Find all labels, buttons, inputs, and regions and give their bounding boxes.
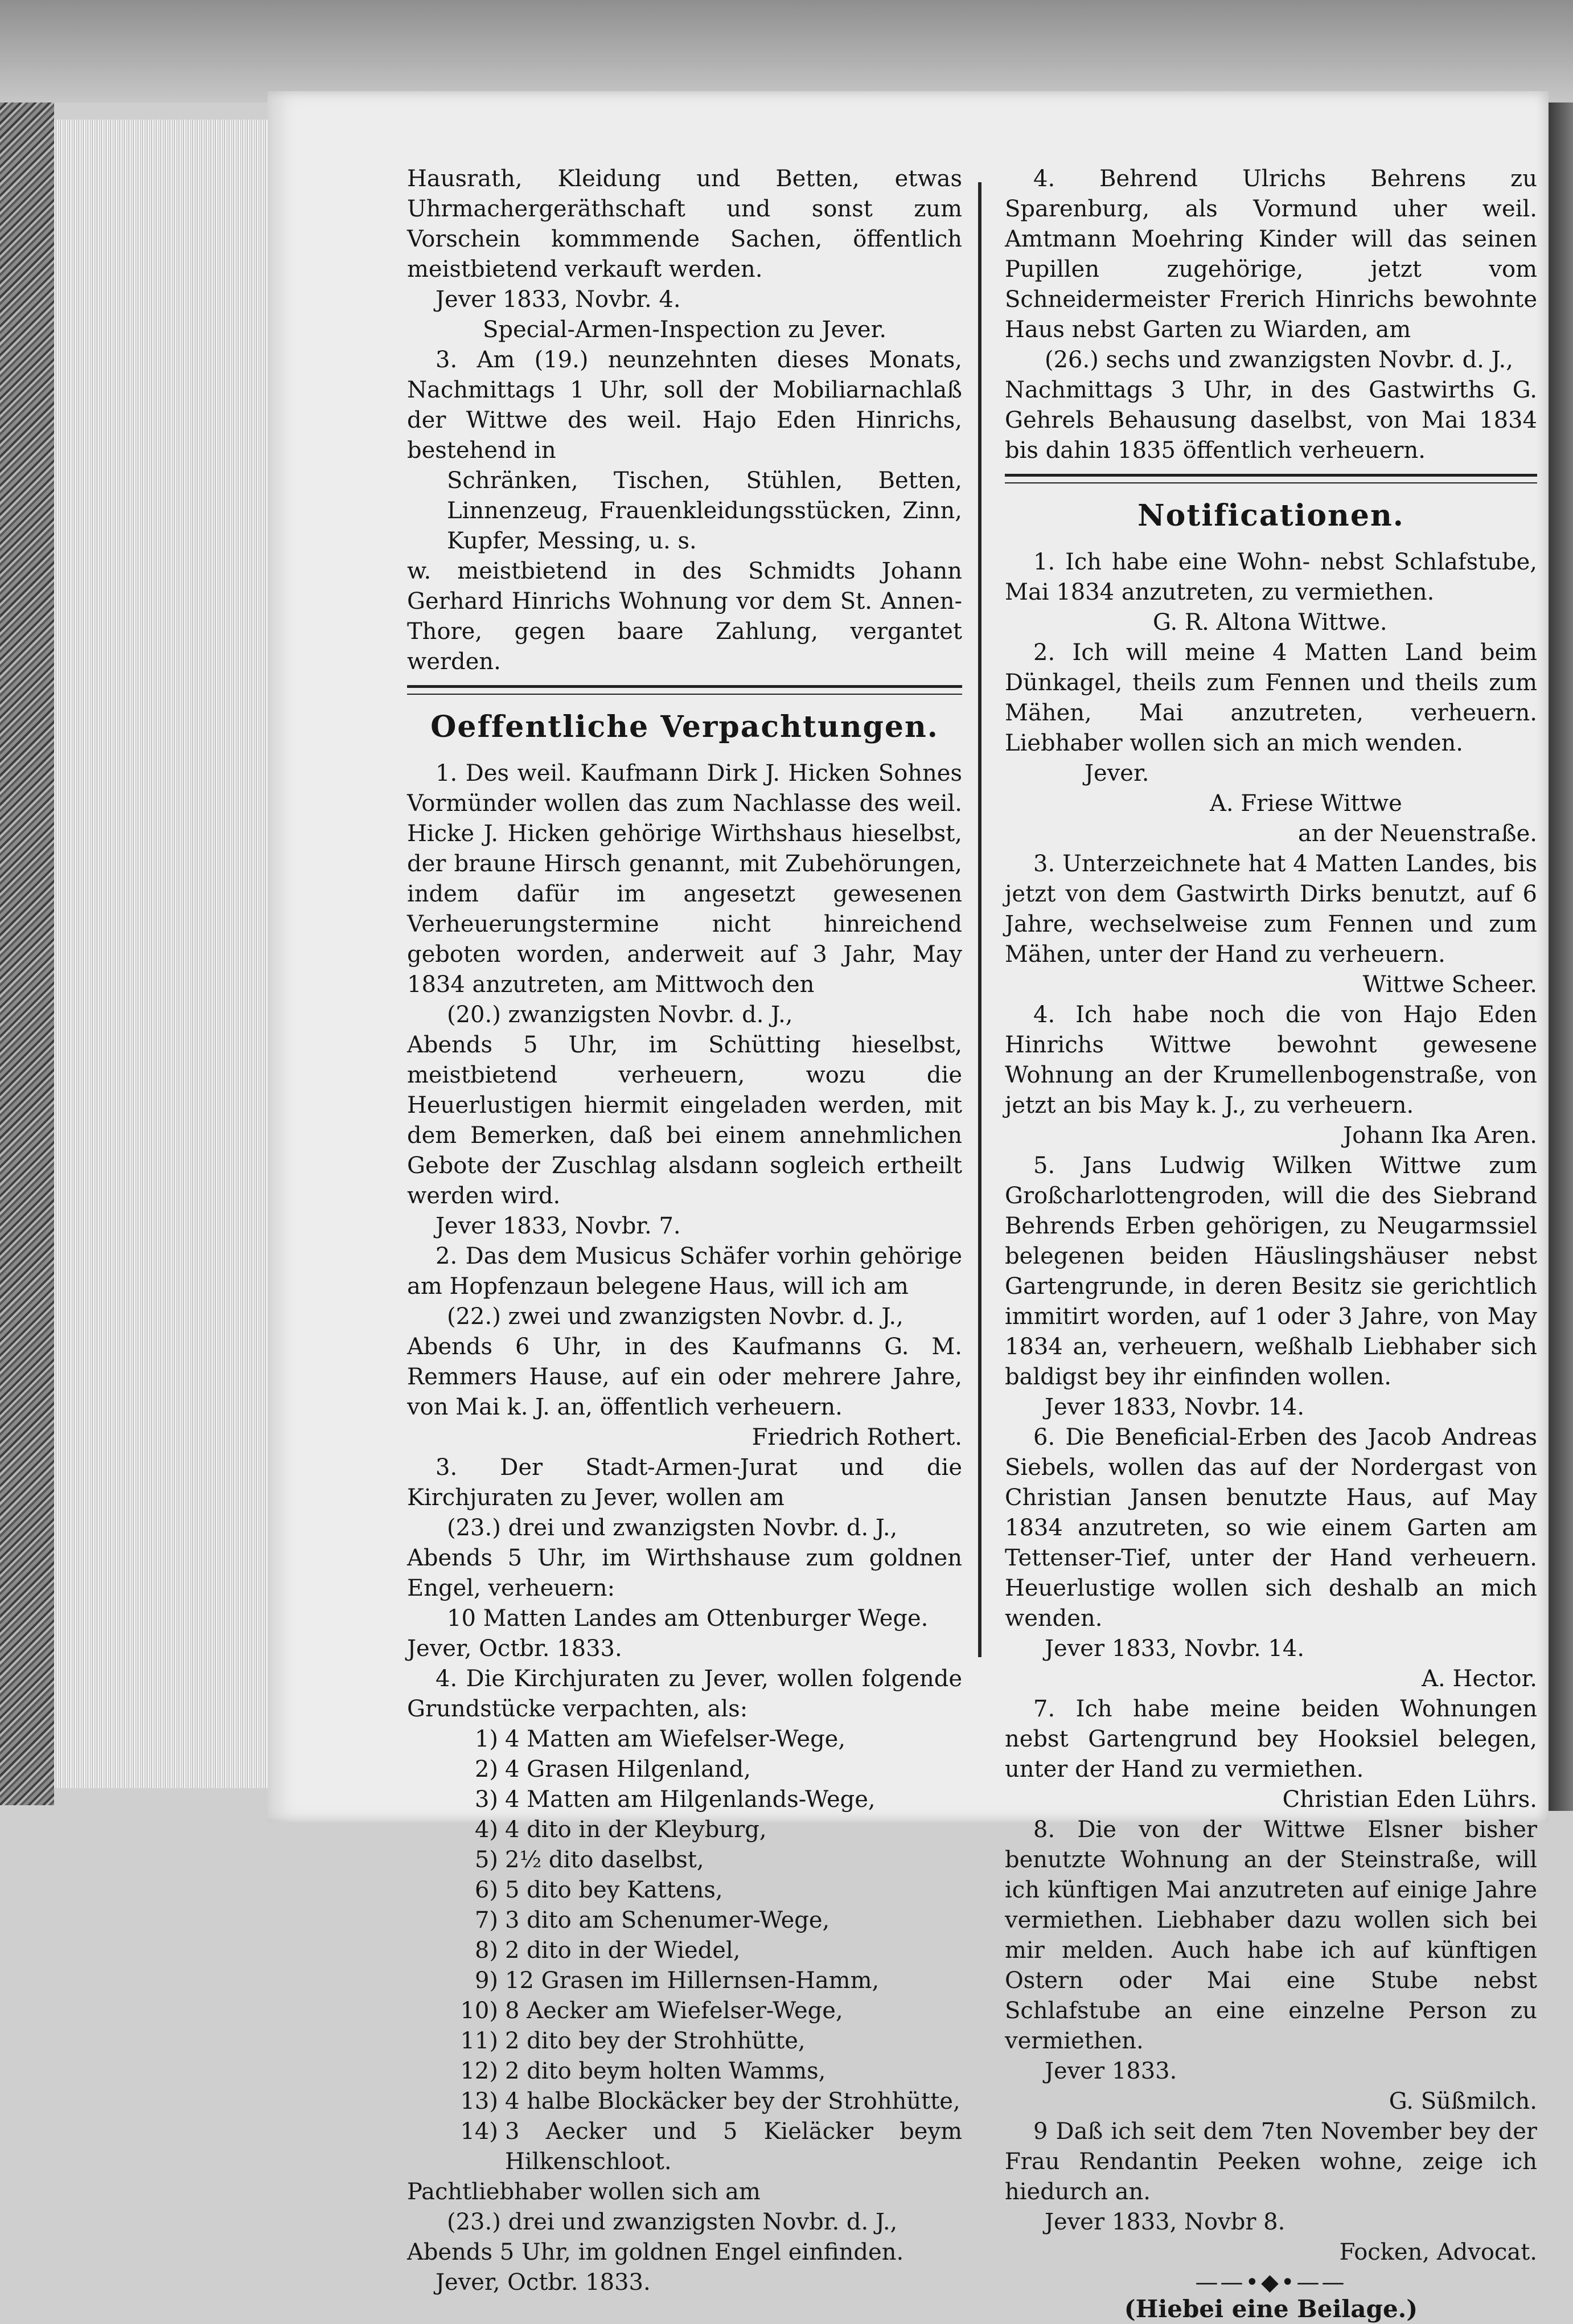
notice-2: 2. Ich will meine 4 Matten Land beim Dünkagel, theils zum Fennen und theils zum Mähen, Mai anzutreten, verheuern. Liebhaber wollen sich an mich wenden. (1005, 640, 1537, 756)
page-stack-edge (54, 120, 279, 1788)
lease-1-place: Jever 1833, Novbr. 7. (436, 1213, 681, 1239)
list-item: 13) 4 halbe Blockäcker bey der Strohhütte, (460, 2088, 960, 2114)
notice-5: 5. Jans Ludwig Wilken Wittwe zum Großcharlottengroden, will die des Siebrand Behrends Erben gehörigen, zu Neugarmssiel belegenen beiden Häuslingshäuser nebst Gartengrunde, in deren Besitz sie gerichtlich immitirt worden, auf 1 oder 3 Jahre, von May 1834 an, verheuern, weßhalb Liebhaber sich baldigst bey ihr einfinden wollen. (1005, 1153, 1537, 1390)
lease-3-place: Jever, Octbr. 1833. (407, 1636, 622, 1662)
lease-1-cont: Abends 5 Uhr, im Schütting hieselbst, meistbietend verheuern, wozu die Heuerlustigen hiermit eingeladen werden, mit dem Bemerken, daß bei einem annehmlichen Gebote der Zuschlag alsdann sogleich ertheilt werden wird. (407, 1032, 962, 1209)
notice-8-signature: G. Süßmilch. (1389, 2088, 1537, 2114)
ornament-divider: ——•◆•—— (1195, 2269, 1347, 2296)
lease-3: 3. Der Stadt-Armen-Jurat und die Kirchjuraten zu Jever, wollen am (407, 1454, 962, 1511)
lease-4-list (407, 1724, 962, 2177)
notice-1-signature: G. R. Altona Wittwe. (1153, 609, 1387, 636)
left-column (407, 164, 962, 2298)
lease-4-cont: Pachtliebhaber wollen sich am (407, 2179, 761, 2205)
notice-6-place: Jever 1833, Novbr. 14. (1045, 1636, 1305, 1662)
lease-2-cont: Abends 6 Uhr, in des Kaufmanns G. M. Remmers Hause, auf ein oder mehrere Jahre, von Mai k. J. an, öffentlich verheuern. (407, 1334, 962, 1420)
list-item: 6) 5 dito bey Kattens, (474, 1877, 723, 1903)
notice-9-signature: Focken, Advocat. (1339, 2239, 1537, 2265)
notice-8: 8. Die von der Wittwe Elsner bisher benutzte Wohnung an der Steinstraße, will ich künftigen Mai anzutreten auf einige Jahre vermiethen. Liebhaber dazu wollen sich bei mir melden. Auch habe ich auf künftigen Ostern oder Mai eine Stube nebst Schlafstube an eine einzelne Person zu vermiethen. (1005, 1817, 1537, 2054)
lease-2-signature: Friedrich Rothert. (751, 1424, 962, 1450)
list-item: 4) 4 dito in der Kleyburg, (474, 1817, 767, 1843)
right-column (1005, 164, 1537, 2324)
lease-4-date: (23.) drei und zwanzigsten Novbr. d. J., (447, 2209, 898, 2235)
list-item: 7) 3 dito am Schenumer-Wege, (474, 1907, 830, 1933)
lease-4-cont2: Abends 5 Uhr, im goldnen Engel einfinden. (407, 2239, 904, 2265)
supplement-note: (Hiebei eine Beilage.) (1124, 2295, 1418, 2323)
notice-2-signature-2: an der Neuenstraße. (1298, 821, 1537, 847)
notice-7: 7. Ich habe meine beiden Wohnungen nebst Gartengrund bey Hooksiel belegen, unter der Hand zu vermiethen. (1005, 1696, 1537, 1782)
section-heading-verpachtungen: Oeffentliche Verpachtungen. (430, 710, 939, 744)
notice-4: 4. Ich habe noch die von Hajo Eden Hinrichs Wittwe bewohnt gewesene Wohnung an der Krumellenbogenstraße, von jetzt an bis May k. J., zu verheuern. (1005, 1002, 1537, 1118)
list-item: 5) 2½ dito daselbst, (474, 1847, 704, 1873)
list-item: 11) 2 dito bey der Strohhütte, (460, 2028, 806, 2054)
section-rule (407, 685, 962, 695)
lease-r4: 4. Behrend Ulrichs Behrens zu Sparenburg, als Vormund uher weil. Amtmann Moehring Kinder will das seinen Pupillen zugehörige, jetzt vom Schneidermeister Frerich Hinrichs bewohnte Haus nebst Garten zu Wiarden, am (1005, 166, 1537, 343)
auction-item-3-cont: w. meistbietend in des Schmidts Johann Gerhard Hinrichs Wohnung vor dem St. Annen-Thore, gegen baare Zahlung, vergantet werden. (407, 558, 962, 675)
auction-date: Jever 1833, Novbr. 4. (436, 286, 681, 313)
list-item: 9) 12 Grasen im Hillernsen-Hamm, (474, 1968, 880, 1994)
list-item: 10) 8 Aecker am Wiefelser-Wege, (460, 1998, 843, 2024)
column-divider (978, 182, 981, 1657)
auction-continuation: Hausrath, Kleidung und Betten, etwas Uhrmachergeräthschaft und sonst zum Vorschein kommmende Sachen, öffentlich meistbietend verkauft werden. (407, 166, 962, 282)
notice-6-signature: A. Hector. (1422, 1666, 1537, 1692)
notice-9-place: Jever 1833, Novbr 8. (1045, 2209, 1285, 2235)
list-item: 14) 3 Aecker und 5 Kieläcker beym Hilkenschloot. (460, 2118, 962, 2175)
list-item: 3) 4 Matten am Hilgenlands-Wege, (474, 1786, 876, 1813)
notice-3-signature: Wittwe Scheer. (1362, 972, 1537, 998)
scan-background-top (0, 0, 1573, 103)
list-item: 8) 2 dito in der Wiedel, (474, 1937, 741, 1964)
section-heading-notificationen: Notificationen. (1137, 498, 1404, 533)
notice-2-place: Jever. (1085, 760, 1149, 786)
lease-3-date: (23.) drei und zwanzigsten Novbr. d. J., (447, 1515, 898, 1541)
auction-item-3-list: Schränken, Tischen, Stühlen, Betten, Linnenzeug, Frauenkleidungsstücken, Zinn, Kupfer, Messing, u. s. (447, 468, 962, 554)
list-item: 2) 4 Grasen Hilgenland, (474, 1756, 751, 1782)
lease-1-date: (20.) zwanzigsten Novbr. d. J., (447, 1002, 793, 1028)
list-item: 12) 2 dito beym holten Wamms, (460, 2058, 826, 2084)
lease-r4-date: (26.) sechs und zwanzigsten Novbr. d. J., (1045, 347, 1513, 373)
book-binding-edge (0, 103, 54, 1805)
notice-8-place: Jever 1833. (1045, 2058, 1177, 2084)
notice-1: 1. Ich habe eine Wohn- nebst Schlafstube, Mai 1834 anzutreten, zu vermiethen. (1005, 549, 1537, 605)
lease-r4-cont: Nachmittags 3 Uhr, in des Gastwirths G. Gehrels Behausung daselbst, von Mai 1834 bis dahin 1835 öffentlich verheuern. (1005, 377, 1537, 464)
lease-2-date: (22.) zwei und zwanzigsten Novbr. d. J., (447, 1304, 903, 1330)
notice-5-place: Jever 1833, Novbr. 14. (1045, 1394, 1305, 1420)
notice-7-signature: Christian Eden Lührs. (1282, 1786, 1537, 1813)
lease-3-cont: Abends 5 Uhr, im Wirthshause zum goldnen Engel, verheuern: (407, 1545, 962, 1601)
lease-3-item: 10 Matten Landes am Ottenburger Wege. (447, 1605, 929, 1632)
lease-2: 2. Das dem Musicus Schäfer vorhin gehörige am Hopfenzaun belegene Haus, will ich am (407, 1243, 962, 1300)
notice-4-signature: Johann Ika Aren. (1343, 1122, 1537, 1149)
lease-4: 4. Die Kirchjuraten zu Jever, wollen folgende Grundstücke verpachten, als: (407, 1666, 962, 1722)
auction-item-3: 3. Am (19.) neunzehnten dieses Monats, Nachmittags 1 Uhr, soll der Mobiliarnachlaß der Wittwe des weil. Hajo Eden Hinrichs, bestehend in (407, 347, 962, 464)
notice-9: 9 Daß ich seit dem 7ten November bey der Frau Rendantin Peeken wohne, zeige ich hiedurch an. (1005, 2118, 1537, 2205)
list-item: 1) 4 Matten am Wiefelser-Wege, (474, 1726, 846, 1752)
notice-3: 3. Unterzeichnete hat 4 Matten Landes, bis jetzt von dem Gastwirth Dirks benutzt, auf 6 Jahre, wechselweise zum Fennen und zum Mähen, unter der Hand zu verheuern. (1005, 851, 1537, 968)
notice-2-signature: A. Friese Wittwe (1210, 790, 1402, 817)
lease-1: 1. Des weil. Kaufmann Dirk J. Hicken Sohnes Vormünder wollen das zum Nachlasse des weil. Hicke J. Hicken gehörige Wirthshaus hieselbst, der braune Hirsch genannt, mit Zubehörungen, indem dafür im angesetzt gewesenen Verheuerungstermine nicht hinreichend geboten worden, anderweit auf 3 Jahr, May 1834 anzutreten, am Mittwoch den (407, 760, 962, 998)
lease-4-place: Jever, Octbr. 1833. (436, 2269, 651, 2296)
auction-signature: Special-Armen-Inspection zu Jever. (482, 317, 887, 343)
section-rule (1005, 474, 1537, 483)
notice-6: 6. Die Beneficial-Erben des Jacob Andreas Siebels, wollen das auf der Nordergast von Christian Jansen benutzte Haus, auf May 1834 anzutreten, so wie einem Garten am Tettenser-Tief, unter der Hand verheuern. Heuerlustige wollen sich deshalb an mich wenden. (1005, 1424, 1537, 1632)
scan-background-right (1549, 103, 1573, 1811)
